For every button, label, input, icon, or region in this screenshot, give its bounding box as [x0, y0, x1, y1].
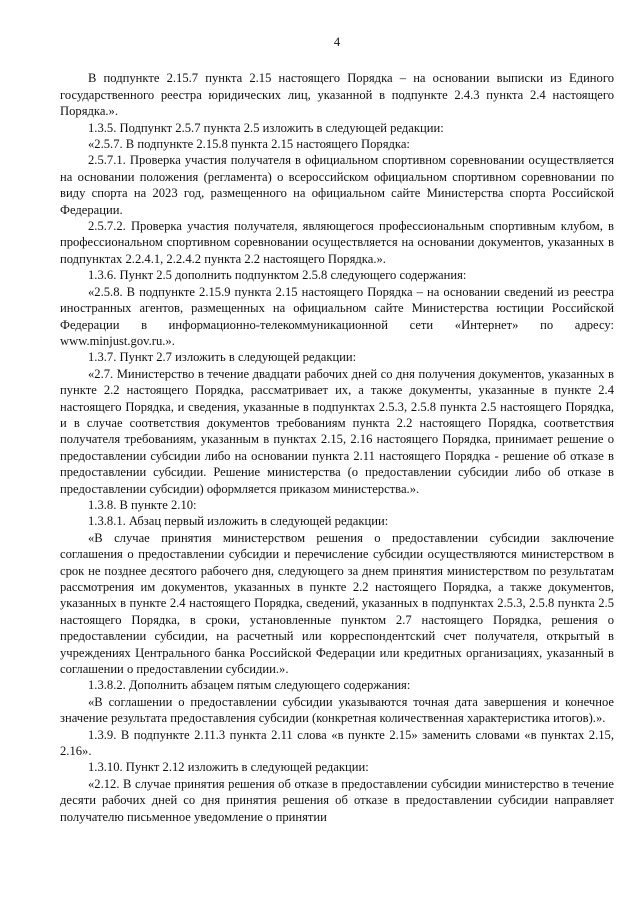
paragraph: 1.3.8.1. Абзац первый изложить в следующей редакции:	[88, 514, 389, 529]
paragraph: 1.3.6. Пункт 2.5 дополнить подпунктом 2.5.8 следующего содержания:	[88, 268, 467, 283]
paragraph: «2.5.8. В подпункте 2.15.9 пункта 2.15 настоящего Порядка – на основании сведений из реестра иностранных агентов, размещенных на официальном сайте Министерства юстиции Российской Федерации в информационно-телекоммуникационной сети «Интернет» по адресу: www.minjust.gov.ru.».	[60, 284, 614, 348]
paragraph: В подпункте 2.15.7 пункта 2.15 настоящего Порядка – на основании выписки из Единого государственного реестра юридических лиц, указанной в подпункте 2.4.3 пункта 2.4 настоящего Порядка.».	[60, 71, 614, 119]
paragraph: 1.3.5. Подпункт 2.5.7 пункта 2.5 изложить в следующей редакции:	[88, 120, 444, 135]
paragraph: «2.5.7. В подпункте 2.15.8 пункта 2.15 настоящего Порядка:	[88, 137, 410, 152]
paragraph: 1.3.10. Пункт 2.12 изложить в следующей редакции:	[88, 760, 369, 775]
paragraph: «В соглашении о предоставлении субсидии указываются точная дата завершения и конечное значение результата предоставления субсидии (конкретная количественная характеристика итогов).».	[60, 694, 614, 726]
page-number: 4	[333, 35, 341, 49]
paragraph: «2.7. Министерство в течение двадцати рабочих дней со дня получения документов, указанных в пункте 2.2 настоящего Порядка, рассматривает их, а также документы, указанные в пункте 2.4 настоящего Порядка, и сведения, указанные в подпунктах 2.5.3, 2.5.8 пункта 2.5 настоящего Порядка, и в случае соответствия документов требованиям пункта 2.2 настоящего Порядка, соответствия получателя требованиям, указанным в пунктах 2.15, 2.16 настоящего Порядка, принимает решение о предоставлении субсидии либо на основании пункта 2.11 настоящего Порядка - решение об отказе в предоставлении субсидии. Решение министерства (о предоставлении субсидии либо об отказе в предоставлении субсидии) оформляется приказом министерства.».	[60, 366, 614, 496]
paragraph: 1.3.8. В пункте 2.10:	[88, 497, 197, 512]
paragraph: «2.12. В случае принятия решения об отказе в предоставлении субсидии министерство в течение десяти рабочих дней со дня принятия решения об отказе в предоставлении субсидии направляет получателю письменное уведомление о принятии	[60, 776, 614, 824]
paragraph: 2.5.7.1. Проверка участия получателя в официальном спортивном соревновании осуществляется на основании положения (регламента) о всероссийском официальном спортивном соревновании по виду спорта на 2023 год, размещенного на официальном сайте Министерства спорта Российской Федерации.	[60, 153, 614, 217]
paragraph: 1.3.9. В подпункте 2.11.3 пункта 2.11 слова «в пункте 2.15» заменить словами «в пунктах 2.15, 2.16».	[60, 727, 614, 759]
paragraph: «В случае принятия министерством решения о предоставлении субсидии заключение соглашения о предоставлении субсидии и перечисление субсидии осуществляются министерством в срок не позднее десятого рабочего дня, следующего за днем принятия министерством по результатам рассмотрения им документов, указанных в пункте 2.2 настоящего Порядка, а также документов, указанных в пункте 2.4 настоящего Порядка, сведений, указанных в подпунктах 2.5.3, 2.5.8 пункта 2.5 настоящего Порядка, в сроки, установленные пунктом 2.7 настоящего Порядка, решения о предоставлении субсидии, на расчетный или корреспондентский счет получателя, открытый в учреждениях Центрального банка Российской Федерации или кредитных организациях, указанный в соглашении о предоставлении субсидии.».	[60, 530, 614, 677]
paragraph: 2.5.7.2. Проверка участия получателя, являющегося профессиональным спортивным клубом, в профессиональном спортивном соревновании осуществляется на основании документов, указанных в подпунктах 2.2.4.1, 2.2.4.2 пункта 2.2 настоящего Порядка.».	[60, 219, 614, 266]
paragraph: 1.3.8.2. Дополнить абзацем пятым следующего содержания:	[88, 678, 411, 693]
paragraph: 1.3.7. Пункт 2.7 изложить в следующей редакции:	[88, 350, 357, 365]
